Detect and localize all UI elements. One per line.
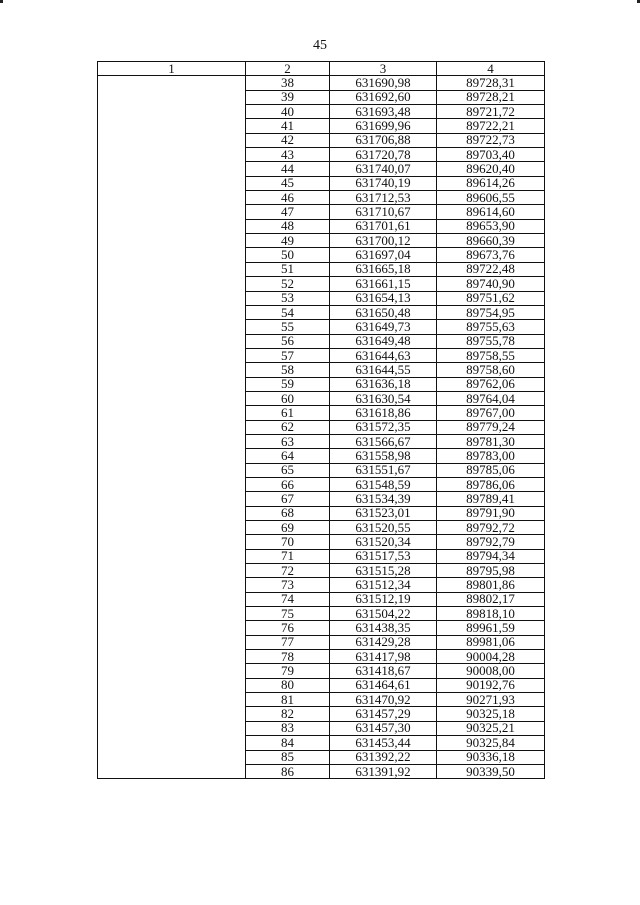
table-row [98, 607, 545, 621]
cell-point-number: 39 [246, 90, 330, 104]
cell-coordinate-x: 631700,12 [330, 234, 437, 248]
scan-corner-mark-left [0, 0, 3, 3]
cell-col1 [98, 434, 246, 448]
table-row [98, 205, 545, 219]
cell-coordinate-x: 631512,19 [330, 592, 437, 606]
cell-coordinate-x: 631740,19 [330, 176, 437, 190]
cell-point-number: 44 [246, 162, 330, 176]
cell-coordinate-x: 631699,96 [330, 119, 437, 133]
cell-coordinate-x: 631654,13 [330, 291, 437, 305]
cell-point-number: 82 [246, 707, 330, 721]
cell-col1 [98, 248, 246, 262]
cell-coordinate-x: 631551,67 [330, 463, 437, 477]
cell-coordinate-y: 89703,40 [437, 148, 545, 162]
cell-point-number: 69 [246, 521, 330, 535]
cell-col1 [98, 621, 246, 635]
table-row [98, 650, 545, 664]
cell-point-number: 77 [246, 635, 330, 649]
cell-point-number: 38 [246, 76, 330, 90]
cell-coordinate-y: 90004,28 [437, 650, 545, 664]
cell-col1 [98, 363, 246, 377]
cell-point-number: 71 [246, 549, 330, 563]
cell-coordinate-y: 89728,21 [437, 90, 545, 104]
cell-coordinate-x: 631418,67 [330, 664, 437, 678]
cell-col1 [98, 90, 246, 104]
cell-coordinate-x: 631464,61 [330, 678, 437, 692]
cell-coordinate-y: 89758,60 [437, 363, 545, 377]
cell-coordinate-y: 89673,76 [437, 248, 545, 262]
cell-col1 [98, 219, 246, 233]
cell-coordinate-y: 89754,95 [437, 305, 545, 319]
table-row [98, 148, 545, 162]
cell-coordinate-x: 631558,98 [330, 449, 437, 463]
cell-col1 [98, 463, 246, 477]
cell-col1 [98, 291, 246, 305]
cell-point-number: 60 [246, 391, 330, 405]
cell-col1 [98, 320, 246, 334]
table-row [98, 105, 545, 119]
cell-coordinate-y: 90271,93 [437, 693, 545, 707]
cell-coordinate-x: 631470,92 [330, 693, 437, 707]
cell-point-number: 79 [246, 664, 330, 678]
cell-coordinate-y: 89801,86 [437, 578, 545, 592]
cell-coordinate-y: 90325,18 [437, 707, 545, 721]
cell-coordinate-x: 631720,78 [330, 148, 437, 162]
cell-coordinate-y: 89781,30 [437, 434, 545, 448]
table-row [98, 305, 545, 319]
cell-col1 [98, 736, 246, 750]
cell-coordinate-x: 631392,22 [330, 750, 437, 764]
cell-coordinate-y: 89755,63 [437, 320, 545, 334]
cell-coordinate-y: 89792,72 [437, 521, 545, 535]
cell-coordinate-y: 89794,34 [437, 549, 545, 563]
cell-coordinate-x: 631650,48 [330, 305, 437, 319]
table-row [98, 377, 545, 391]
cell-point-number: 81 [246, 693, 330, 707]
cell-point-number: 46 [246, 191, 330, 205]
table-row [98, 492, 545, 506]
cell-coordinate-x: 631690,98 [330, 76, 437, 90]
cell-point-number: 51 [246, 262, 330, 276]
cell-col1 [98, 693, 246, 707]
cell-point-number: 41 [246, 119, 330, 133]
cell-point-number: 72 [246, 564, 330, 578]
cell-coordinate-x: 631697,04 [330, 248, 437, 262]
cell-point-number: 54 [246, 305, 330, 319]
cell-coordinate-y: 89606,55 [437, 191, 545, 205]
cell-coordinate-x: 631504,22 [330, 607, 437, 621]
cell-coordinate-y: 89751,62 [437, 291, 545, 305]
cell-col1 [98, 234, 246, 248]
cell-coordinate-x: 631457,29 [330, 707, 437, 721]
cell-coordinate-y: 89721,72 [437, 105, 545, 119]
cell-coordinate-y: 89722,21 [437, 119, 545, 133]
cell-coordinate-y: 90192,76 [437, 678, 545, 692]
cell-coordinate-x: 631523,01 [330, 506, 437, 520]
cell-coordinate-x: 631534,39 [330, 492, 437, 506]
cell-point-number: 58 [246, 363, 330, 377]
cell-point-number: 70 [246, 535, 330, 549]
cell-col1 [98, 334, 246, 348]
cell-coordinate-x: 631566,67 [330, 434, 437, 448]
cell-coordinate-x: 631517,53 [330, 549, 437, 563]
cell-point-number: 50 [246, 248, 330, 262]
table-row [98, 549, 545, 563]
cell-coordinate-y: 89653,90 [437, 219, 545, 233]
cell-point-number: 45 [246, 176, 330, 190]
cell-coordinate-y: 89789,41 [437, 492, 545, 506]
table-row [98, 693, 545, 707]
cell-coordinate-x: 631710,67 [330, 205, 437, 219]
cell-coordinate-y: 90339,50 [437, 764, 545, 778]
cell-coordinate-x: 631429,28 [330, 635, 437, 649]
cell-coordinate-y: 89767,00 [437, 406, 545, 420]
cell-col1 [98, 664, 246, 678]
cell-coordinate-x: 631706,88 [330, 133, 437, 147]
cell-point-number: 75 [246, 607, 330, 621]
cell-coordinate-x: 631740,07 [330, 162, 437, 176]
cell-col1 [98, 191, 246, 205]
cell-col1 [98, 750, 246, 764]
table-row [98, 564, 545, 578]
cell-coordinate-y: 89783,00 [437, 449, 545, 463]
cell-coordinate-x: 631636,18 [330, 377, 437, 391]
cell-point-number: 59 [246, 377, 330, 391]
cell-coordinate-x: 631701,61 [330, 219, 437, 233]
cell-col1 [98, 564, 246, 578]
cell-point-number: 74 [246, 592, 330, 606]
column-header-1: 1 [98, 62, 246, 76]
cell-coordinate-y: 89758,55 [437, 348, 545, 362]
table-row [98, 635, 545, 649]
table-row [98, 277, 545, 291]
table-row [98, 764, 545, 778]
table-row [98, 234, 545, 248]
table-row [98, 449, 545, 463]
table-row [98, 133, 545, 147]
cell-col1 [98, 406, 246, 420]
coordinates-table [97, 61, 545, 779]
cell-point-number: 76 [246, 621, 330, 635]
cell-coordinate-y: 89785,06 [437, 463, 545, 477]
cell-coordinate-x: 631712,53 [330, 191, 437, 205]
cell-coordinate-y: 89660,39 [437, 234, 545, 248]
table-row [98, 521, 545, 535]
cell-point-number: 62 [246, 420, 330, 434]
cell-coordinate-x: 631661,15 [330, 277, 437, 291]
cell-coordinate-y: 89802,17 [437, 592, 545, 606]
cell-point-number: 63 [246, 434, 330, 448]
page-number: 45 [313, 38, 327, 53]
cell-point-number: 73 [246, 578, 330, 592]
table-row [98, 348, 545, 362]
cell-col1 [98, 607, 246, 621]
cell-coordinate-y: 89786,06 [437, 477, 545, 491]
cell-col1 [98, 449, 246, 463]
cell-col1 [98, 162, 246, 176]
cell-col1 [98, 477, 246, 491]
cell-col1 [98, 205, 246, 219]
cell-point-number: 55 [246, 320, 330, 334]
cell-coordinate-x: 631515,28 [330, 564, 437, 578]
table-row [98, 420, 545, 434]
cell-coordinate-y: 89755,78 [437, 334, 545, 348]
cell-col1 [98, 176, 246, 190]
cell-point-number: 40 [246, 105, 330, 119]
cell-col1 [98, 391, 246, 405]
cell-point-number: 53 [246, 291, 330, 305]
cell-coordinate-x: 631548,59 [330, 477, 437, 491]
table-row [98, 664, 545, 678]
cell-coordinate-y: 89722,73 [437, 133, 545, 147]
column-header-2: 2 [246, 62, 330, 76]
cell-col1 [98, 76, 246, 90]
cell-point-number: 56 [246, 334, 330, 348]
table-row [98, 506, 545, 520]
cell-col1 [98, 133, 246, 147]
table-row [98, 320, 545, 334]
cell-coordinate-x: 631693,48 [330, 105, 437, 119]
cell-coordinate-y: 89614,60 [437, 205, 545, 219]
cell-point-number: 52 [246, 277, 330, 291]
cell-col1 [98, 521, 246, 535]
table-row [98, 391, 545, 405]
table-row [98, 162, 545, 176]
cell-coordinate-y: 89792,79 [437, 535, 545, 549]
cell-point-number: 64 [246, 449, 330, 463]
cell-col1 [98, 348, 246, 362]
table-row [98, 721, 545, 735]
cell-col1 [98, 635, 246, 649]
cell-point-number: 42 [246, 133, 330, 147]
table-row [98, 176, 545, 190]
table-row [98, 678, 545, 692]
cell-col1 [98, 535, 246, 549]
cell-coordinate-x: 631417,98 [330, 650, 437, 664]
cell-coordinate-x: 631520,34 [330, 535, 437, 549]
cell-coordinate-x: 631644,63 [330, 348, 437, 362]
cell-point-number: 65 [246, 463, 330, 477]
table-row [98, 291, 545, 305]
table-row [98, 736, 545, 750]
table-row [98, 750, 545, 764]
cell-coordinate-x: 631572,35 [330, 420, 437, 434]
cell-col1 [98, 764, 246, 778]
cell-coordinate-y: 90325,84 [437, 736, 545, 750]
table-row [98, 219, 545, 233]
cell-coordinate-y: 89764,04 [437, 391, 545, 405]
cell-coordinate-y: 90008,00 [437, 664, 545, 678]
cell-coordinate-y: 89818,10 [437, 607, 545, 621]
cell-col1 [98, 721, 246, 735]
cell-point-number: 48 [246, 219, 330, 233]
cell-point-number: 43 [246, 148, 330, 162]
cell-col1 [98, 420, 246, 434]
cell-col1 [98, 148, 246, 162]
cell-coordinate-x: 631453,44 [330, 736, 437, 750]
cell-col1 [98, 305, 246, 319]
cell-coordinate-x: 631512,34 [330, 578, 437, 592]
cell-coordinate-x: 631665,18 [330, 262, 437, 276]
cell-coordinate-x: 631438,35 [330, 621, 437, 635]
table-row [98, 119, 545, 133]
cell-coordinate-x: 631618,86 [330, 406, 437, 420]
cell-point-number: 61 [246, 406, 330, 420]
cell-point-number: 83 [246, 721, 330, 735]
table-row [98, 406, 545, 420]
cell-coordinate-y: 89728,31 [437, 76, 545, 90]
cell-coordinate-y: 89961,59 [437, 621, 545, 635]
table-row [98, 477, 545, 491]
cell-coordinate-x: 631644,55 [330, 363, 437, 377]
cell-col1 [98, 492, 246, 506]
cell-col1 [98, 262, 246, 276]
table-row [98, 434, 545, 448]
table-header-row [98, 62, 545, 76]
table-row [98, 463, 545, 477]
cell-coordinate-y: 89722,48 [437, 262, 545, 276]
table-row [98, 535, 545, 549]
cell-col1 [98, 119, 246, 133]
cell-coordinate-x: 631649,48 [330, 334, 437, 348]
cell-col1 [98, 592, 246, 606]
cell-point-number: 68 [246, 506, 330, 520]
cell-coordinate-x: 631391,92 [330, 764, 437, 778]
cell-coordinate-x: 631457,30 [330, 721, 437, 735]
cell-coordinate-x: 631649,73 [330, 320, 437, 334]
cell-point-number: 78 [246, 650, 330, 664]
cell-point-number: 66 [246, 477, 330, 491]
cell-col1 [98, 105, 246, 119]
column-header-4: 4 [437, 62, 545, 76]
cell-coordinate-y: 89791,90 [437, 506, 545, 520]
cell-coordinate-y: 90325,21 [437, 721, 545, 735]
column-header-3: 3 [330, 62, 437, 76]
cell-point-number: 67 [246, 492, 330, 506]
cell-point-number: 85 [246, 750, 330, 764]
cell-col1 [98, 549, 246, 563]
cell-coordinate-y: 89740,90 [437, 277, 545, 291]
table-row [98, 592, 545, 606]
cell-col1 [98, 707, 246, 721]
cell-coordinate-y: 89614,26 [437, 176, 545, 190]
cell-col1 [98, 277, 246, 291]
table-row [98, 578, 545, 592]
cell-col1 [98, 678, 246, 692]
cell-point-number: 49 [246, 234, 330, 248]
cell-point-number: 86 [246, 764, 330, 778]
table-row [98, 707, 545, 721]
cell-point-number: 80 [246, 678, 330, 692]
table-row [98, 76, 545, 90]
cell-coordinate-x: 631692,60 [330, 90, 437, 104]
cell-coordinate-y: 89981,06 [437, 635, 545, 649]
cell-coordinate-y: 89762,06 [437, 377, 545, 391]
table-row [98, 334, 545, 348]
cell-coordinate-y: 89795,98 [437, 564, 545, 578]
cell-point-number: 57 [246, 348, 330, 362]
cell-point-number: 47 [246, 205, 330, 219]
table-body [98, 76, 545, 779]
cell-col1 [98, 578, 246, 592]
cell-coordinate-y: 89779,24 [437, 420, 545, 434]
cell-col1 [98, 650, 246, 664]
cell-coordinate-x: 631520,55 [330, 521, 437, 535]
table-row [98, 191, 545, 205]
table-row [98, 262, 545, 276]
cell-col1 [98, 506, 246, 520]
cell-point-number: 84 [246, 736, 330, 750]
table-row [98, 621, 545, 635]
cell-coordinate-x: 631630,54 [330, 391, 437, 405]
cell-coordinate-y: 89620,40 [437, 162, 545, 176]
cell-coordinate-y: 90336,18 [437, 750, 545, 764]
table-row [98, 248, 545, 262]
table-row [98, 363, 545, 377]
table-row [98, 90, 545, 104]
cell-col1 [98, 377, 246, 391]
